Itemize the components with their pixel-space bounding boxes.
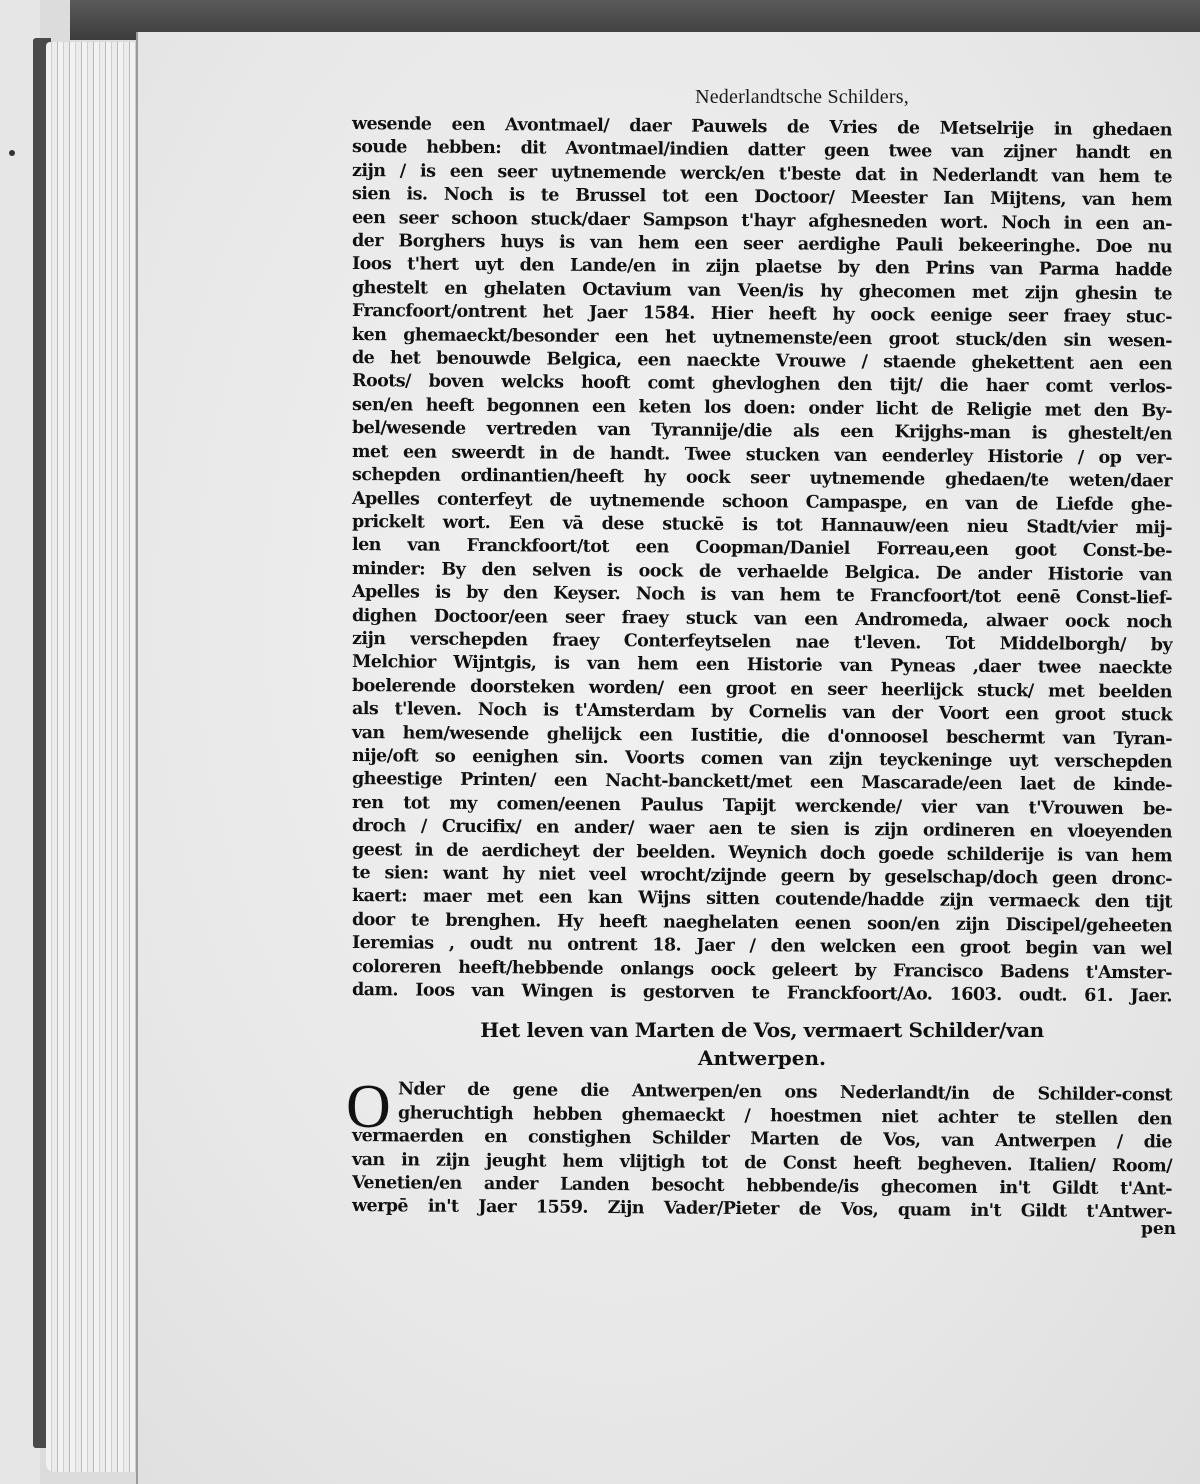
text-line: len van Franckfoort/tot een Coopman/Daniel Forreau,een goot Const-be- (351, 535, 1173, 562)
text-line: kaert: maer met een kan Wijns sitten coutende/hadde zijn vermaeck den tijt (351, 886, 1173, 913)
text-line: van in zijn jeught hem vlijtigh tot de Const heeft begheven. Italien/ Room/ (351, 1149, 1173, 1177)
text-line: gheruchtigh hebben ghemaeckt / hoestmen niet achter te stellen den (397, 1103, 1173, 1130)
text-line: wesende een Avontmael/ daer Pauwels de Vries de Metselrije in ghedaen (351, 114, 1173, 141)
text-line: werpē in't Jaer 1559. Zijn Vader/Pieter de Vos, quam in't Gildt t'Antwer- (351, 1196, 1173, 1223)
text-line: de het benouwde Belgica, een naeckte Vrouwe / staende ghekettent aen een (351, 348, 1173, 375)
catchword: pen (1140, 1218, 1176, 1239)
body-paragraph (351, 113, 1173, 1007)
text-line: Ioos t'hert uyt den Lande/en in zijn plaetse by den Prins van Parma hadde (351, 254, 1173, 281)
text-line: bel/wesende vertreden van Tyrannije/die als een Krijghs-man is ghestelt/en (351, 418, 1173, 445)
text-line: te sien: want hy niet veel wrocht/zijnde geern by geselschap/doch geen dronc- (351, 863, 1173, 890)
text-line: nije/oft so eenighen sin. Voorts comen van zijn teyckeninge uyt verschepden (351, 745, 1173, 773)
text-line: Nder de gene die Antwerpen/en ons Nederlandt/in de Schilder-const (397, 1079, 1173, 1106)
text-line: dam. Ioos van Wingen is gestorven te Franckfoort/Ao. 1603. oudt. 61. Jaer. (351, 980, 1173, 1007)
text-line: als t'leven. Noch is t'Amsterdam by Cornelis van der Voort een groot stuck (351, 699, 1173, 726)
text-line: vermaerden en constighen Schilder Marten de Vos, van Antwerpen / die (351, 1126, 1173, 1153)
text-line: der Borghers huys is van hem een seer aerdighe Pauli bekeeringhe. Doe nu (351, 231, 1173, 258)
background-speck (9, 150, 15, 156)
text-line: zijn / is een seer uytnemende werck/en t'beste dat in Nederlandt van hem te (351, 160, 1173, 188)
text-line: ren tot my comen/eenen Paulus Tapijt werckende/ vier van t'Vrouwen be- (351, 792, 1173, 820)
text-line: prickelt wort. Een vā dese stuckē is tot Hannauw/een nieu Stadt/vier mij- (351, 511, 1173, 539)
page-edges-stack (46, 42, 142, 1472)
text-line: gheestige Printen/ een Nacht-banckett/met een Mascarade/een laet de kinde- (351, 769, 1173, 796)
text-line: droch / Crucifix/ en ander/ waer aen te sien is zijn ordineren en vloeyenden (351, 816, 1173, 843)
text-line: boelerende doorsteken worden/ een groot en seer heerlijck stuck/ met beelden (351, 675, 1173, 703)
text-line: zijn verschepden fraey Conterfeytselen nae t'leven. Tot Middelborgh/ by (351, 628, 1173, 656)
text-line: door te brenghen. Hy heeft naeghelaten eenen soon/en zijn Discipel/geheeten (351, 909, 1173, 937)
text-block (346, 86, 1176, 1239)
text-line: Francfoort/ontrent het Jaer 1584. Hier heeft hy oock eenige seer fraey stuc- (351, 301, 1173, 328)
text-line: sien is. Noch is te Brussel tot een Doctoor/ Meester Ian Mijtens, van hem (351, 184, 1173, 211)
text-line: Venetien/en ander Landen besocht hebbende/is ghecomen in't Gildt t'Ant- (351, 1173, 1173, 1200)
running-head: Nederlandtsche Schilders, (695, 86, 909, 108)
text-line: Ieremias , oudt nu ontrent 18. Jaer / den welcken een groot begin van wel (351, 933, 1173, 960)
text-line: van hem/wesende ghelijck een Iustitie, die d'onnoosel beschermt van Tyran- (351, 722, 1173, 750)
chapter-subtitle: Antwerpen. (698, 1046, 826, 1071)
text-line: ken ghemaeckt/besonder een het uytnemenste/een groot stuck/den sin wesen- (351, 324, 1173, 352)
text-line: geest in de aerdicheyt der beelden. Weynich doch goede schilderije is van hem (351, 839, 1173, 867)
text-line: een seer schoon stuck/daer Sampson t'hayr afghesneden wort. Noch in een an- (351, 207, 1173, 235)
text-line: sen/en heeft begonnen een keten los doen: onder licht de Religie met den By- (351, 394, 1173, 422)
text-line: schepden ordinantien/heeft hy oock seer uytnemende ghedaen/te weten/daer (351, 465, 1173, 492)
text-line: Apelles conterfeyt de uytnemende schoon Campaspe, en van de Liefde ghe- (351, 488, 1173, 515)
text-line: Apelles is by den Keyser. Noch is van hem te Francfoort/tot eenē Const-lief- (351, 582, 1173, 609)
chapter-title: Het leven van Marten de Vos, vermaert Schilder/van (480, 1018, 1044, 1043)
text-line: Roots/ boven welcks hooft comt ghevloghen den tijt/ die haer comt verlos- (351, 371, 1173, 398)
drop-cap: O (346, 1073, 391, 1142)
chapter-paragraph (346, 1073, 1173, 1223)
text-line: coloreren heeft/hebbende onlangs oock geleert by Francisco Badens t'Amster- (351, 956, 1173, 984)
text-line: dighen Doctoor/een seer fraey stuck van een Andromeda, alwaer oock noch (351, 605, 1173, 632)
book-page (136, 32, 1200, 1484)
text-line: soude hebben: dit Avontmael/indien datter geen twee van zijner handt en (351, 137, 1173, 164)
text-line: minder: By den selven is oock de verhaelde Belgica. De ander Historie van (351, 558, 1173, 586)
text-line: ghestelt en ghelaten Octavium van Veen/is hy ghecomen met zijn ghesin te (351, 277, 1173, 305)
text-line: Melchior Wijntgis, is van hem een Historie van Pyneas ,daer twee naeckte (351, 652, 1173, 679)
text-line: met een sweerdt in de handt. Twee stucken van eenderley Historie / op ver- (351, 441, 1173, 469)
